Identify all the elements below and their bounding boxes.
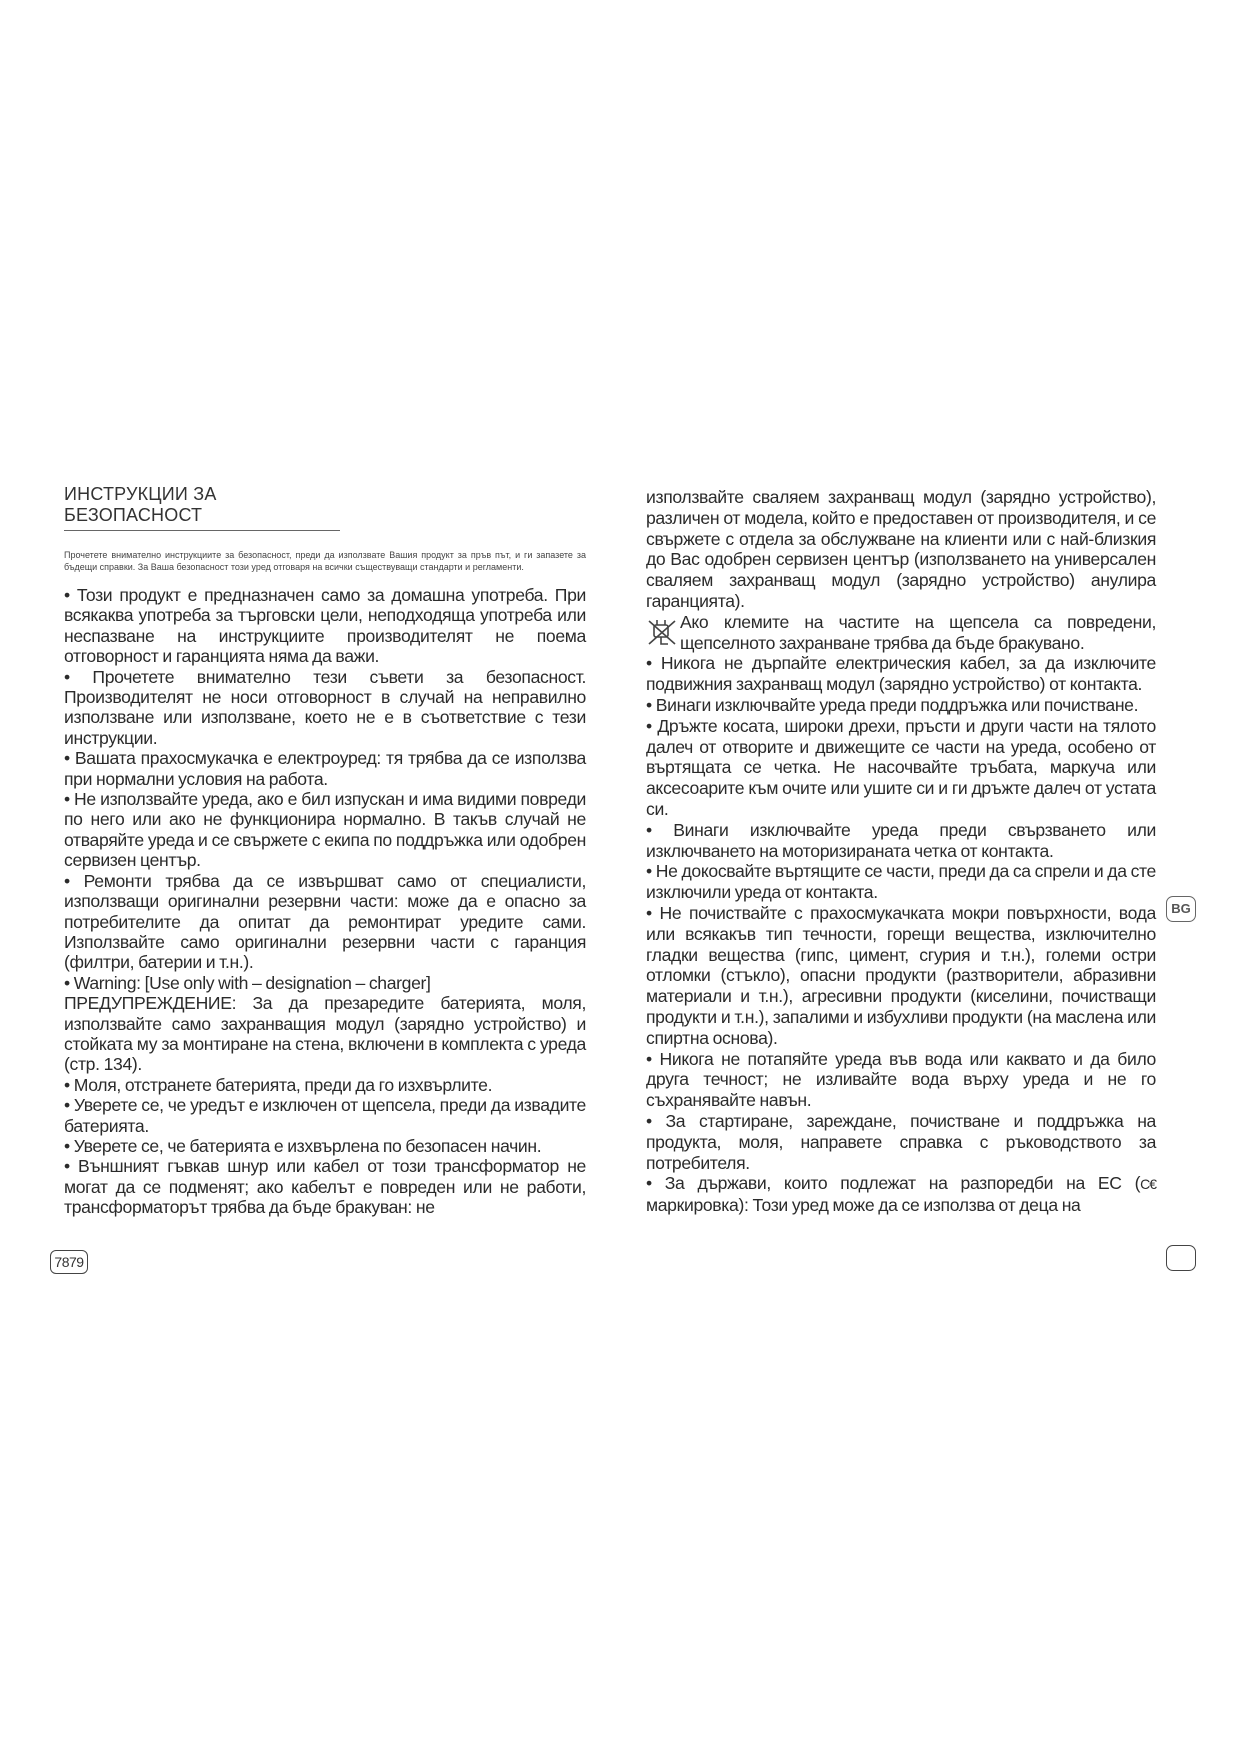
- safety-paragraph: • Външният гъвкав шнур или кабел от този трансформатор не могат да се подменят; ако кабелът е повреден или не работи, трансформаторът трябва да бъде бракуван: не: [64, 1156, 586, 1218]
- eu-regulation-paragraph: [646, 1173, 1156, 1216]
- plug-warning-row: [646, 612, 1156, 654]
- safety-paragraph: • Не използвайте уреда, ако е бил изпускан и има видими повреди по него или ако не функционира нормално. В такъв случай не отваряйте уреда и се свържете с екипа по поддръжка или одобрен сервизен център.: [64, 789, 586, 871]
- safety-paragraph: • Ремонти трябва да се извършват само от специалисти, използващи оригинални резервни части: може да е опасно за потребителите да опитат да ремонтират уредите сами. Използвайте само оригинални резервни части с гаранция (филтри, батерии и т.н.).: [64, 870, 586, 973]
- safety-paragraph: • Вашата прахосмукачка е електроуред: тя трябва да се използва при нормални условия на работа.: [64, 748, 586, 789]
- left-column: [64, 484, 586, 1218]
- warning-line: • Warning: [Use only with – designation – charger]: [64, 972, 431, 993]
- safety-paragraph: • Този продукт е предназначен само за домашна употреба. При всякаква употреба за търговски цели, неподходяща употреба или неспазване на инструкциите производителят не поема отговорност и гаранцията няма да важи.: [64, 585, 586, 667]
- plug-warning-text: Ако клемите на частите на щепсела са повредени, щепселното захранване трябва да бъде бракувано.: [680, 611, 1156, 653]
- safety-paragraph: • Не докосвайте въртящите се части, преди да са спрели и да сте изключили уреда от контакта.: [646, 861, 1156, 903]
- ce-mark-icon: C€: [1140, 1176, 1156, 1193]
- safety-paragraph: • Никога не дърпайте електрическия кабел, за да изключите подвижния захранващ модул (зарядно устройство) от контакта.: [646, 653, 1156, 695]
- page-number-left: 7879: [50, 1250, 88, 1274]
- right-column: [646, 487, 1156, 1216]
- safety-paragraph: • Винаги изключвайте уреда преди поддръжка или почистване.: [646, 694, 1139, 715]
- safety-paragraph: използвайте сваляем захранващ модул (зарядно устройство), различен от модела, който е предоставен от производителя, и се свържете с отдела за обслужване на клиенти или с най-близкия до Вас одобрен сервизен център (използването на универсален сваляем захранващ модул (зарядно устройство) анулира гаранцията).: [646, 487, 1156, 611]
- eu-text-end: маркировка): Този уред може да се използва от деца на: [646, 1195, 1081, 1216]
- safety-paragraph: • Уверете се, че батерията е изхвърлена по безопасен начин.: [64, 1135, 542, 1156]
- safety-paragraph: • Винаги изключвайте уреда преди свързването или изключването на моторизираната четка от контакта.: [646, 819, 1156, 861]
- safety-paragraph: • Моля, отстранете батерията, преди да го изхвърлите.: [64, 1074, 493, 1095]
- safety-paragraph: • Прочетете внимателно тези съвети за безопасност. Производителят не носи отговорност в случай на неправилно използване или използване, което не е в съответствие с тези инструкции.: [64, 666, 586, 748]
- eu-text-start: • За държави, които подлежат на разпоредби на ЕС (: [646, 1173, 1141, 1194]
- page-number-right: [1166, 1245, 1196, 1271]
- warning-paragraph: ПРЕДУПРЕЖДЕНИЕ: За да презаредите батерията, моля, използвайте само захранващия модул (зарядно устройство) и стойката му за монтиране на стена, включени в комплекта с уреда (стр. 134).: [64, 993, 586, 1075]
- safety-paragraph: • За стартиране, зареждане, почистване и поддръжка на продукта, моля, направете справка с ръководството за потребителя.: [646, 1110, 1156, 1173]
- safety-paragraph: • Уверете се, че уредът е изключен от щепсела, преди да извадите батерията.: [64, 1095, 586, 1136]
- safety-paragraph: • Не почиствайте с прахосмукачката мокри повърхности, вода или всякакъв тип течности, горещи вещества, изключително гладки вещества (гипс, цимент, сгурия и т.н.), големи остри отломки (стъкло), опасни продукти (разтворители, абразивни материали и т.н.), агресивни продукти (киселини, почистващи продукти и т.н.), запалими и избухливи продукти (на маслена или спиртна основа).: [646, 902, 1156, 1048]
- language-badge: BG: [1166, 896, 1196, 922]
- section-title: ИНСТРУКЦИИ ЗА БЕЗОПАСНОСТ: [64, 484, 340, 531]
- crossed-plug-icon: [646, 616, 680, 650]
- safety-paragraph: • Дръжте косата, широки дрехи, пръсти и други части на тялото далеч от отворите и движещите се части на уреда, особено от въртящата се четка. Не насочвайте тръбата, маркуча или аксесоарите към очите или ушите си и ги дръжте далеч от устата си.: [646, 715, 1156, 819]
- intro-text: Прочетете внимателно инструкциите за безопасност, преди да използвате Вашия продукт за пръв път, и ги запазете за бъдещи справки. За Ваша безопасност този уред отговаря на всички съществуващи стандарти и регламенти.: [64, 550, 586, 572]
- safety-paragraph: • Никога не потапяйте уреда във вода или каквато и да било друга течност; не изливайте вода върху уреда и не го съхранявайте навън.: [646, 1048, 1156, 1111]
